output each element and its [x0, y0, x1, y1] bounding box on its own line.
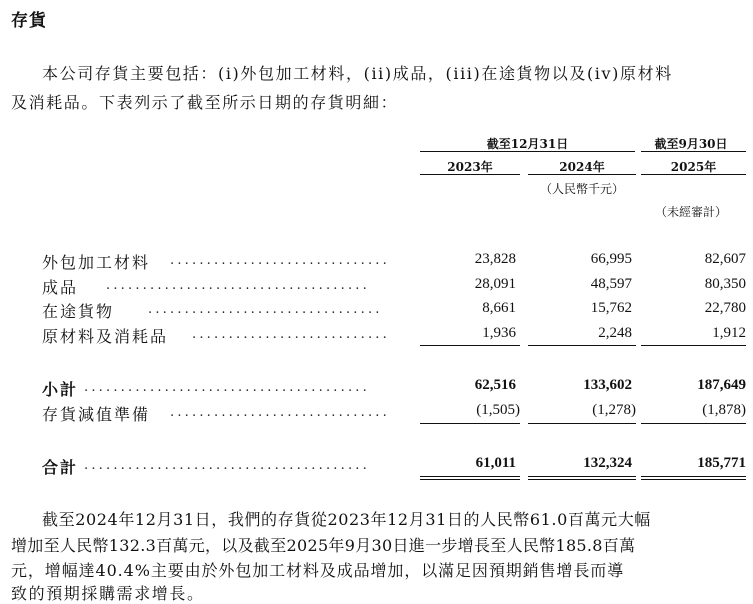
row-label-finished-goods: 成品: [42, 278, 79, 297]
row-label-outsourced-materials: 外包加工材料: [42, 253, 151, 272]
intro-line-1: 本公司存貨主要包括：(i)外包加工材料，(ii)成品，(iii)在途貨物以及(iv)原材料: [42, 64, 673, 83]
leader-dots: .......................................: [84, 380, 370, 395]
closing-line-1: 截至2024年12月31日，我們的存貨從2023年12月31日的人民幣61.0百萬元大幅: [42, 510, 651, 529]
year-2025: 2025年: [670, 160, 717, 174]
year-rule-2025: [641, 174, 746, 175]
row-label-total: 合計: [42, 458, 79, 477]
leader-dots: ................................: [148, 302, 383, 317]
currency-note: （人民幣千元）: [539, 182, 624, 196]
double-rule-top-2023: [420, 476, 520, 477]
leader-dots: ..............................: [170, 253, 390, 268]
cell-outsourced-2023: 23,828: [474, 251, 516, 267]
closing-line-3: 元，增幅達40.4%主要由於外包加工材料及成品增加，以滿足因預期銷售增長而導: [11, 561, 625, 580]
total-rule-2025: [641, 423, 746, 424]
cell-outsourced-2025: 82,607: [704, 251, 746, 267]
row-label-goods-in-transit: 在途貨物: [42, 302, 115, 321]
cell-finished-2025: 80,350: [704, 276, 746, 292]
double-rule-top-2024: [528, 476, 636, 477]
cell-impairment-2023: (1,505): [476, 402, 520, 418]
leader-dots: ...........................: [192, 327, 390, 342]
header-rule-dec31: [420, 151, 635, 152]
cell-subtotal-2023: 62,516: [474, 377, 516, 393]
unaudited-note: （未經審計）: [654, 205, 727, 219]
leader-dots: .......................................: [84, 458, 370, 473]
total-rule-2023: [420, 423, 520, 424]
cell-raw-2023: 1,936: [482, 325, 516, 341]
cell-impairment-2025: (1,878): [702, 402, 746, 418]
closing-line-4: 致的預期採購需求增長。: [11, 584, 205, 603]
double-rule-top-2025: [641, 476, 746, 477]
double-rule-bottom-2023: [420, 479, 520, 480]
row-label-raw-materials: 原材料及消耗品: [42, 327, 169, 346]
closing-line-2: 增加至人民幣132.3百萬元，以及截至2025年9月30日進一步增長至人民幣185.8百萬: [11, 536, 636, 555]
row-label-subtotal: 小計: [42, 380, 79, 399]
cell-transit-2024: 15,762: [590, 300, 632, 316]
cell-total-2025: 185,771: [697, 455, 746, 471]
cell-finished-2024: 48,597: [590, 276, 632, 292]
cell-impairment-2024: (1,278): [592, 402, 636, 418]
cell-transit-2025: 22,780: [704, 300, 746, 316]
leader-dots: ....................................: [106, 278, 370, 293]
cell-raw-2025: 1,912: [712, 325, 746, 341]
double-rule-bottom-2024: [528, 479, 636, 480]
year-rule-2023: [420, 174, 520, 175]
subtotal-rule-2024: [528, 345, 636, 346]
cell-transit-2023: 8,661: [482, 300, 516, 316]
header-sep30: 截至9月30日: [654, 137, 728, 151]
cell-subtotal-2024: 133,602: [583, 377, 632, 393]
double-rule-bottom-2025: [641, 479, 746, 480]
leader-dots: ..............................: [170, 405, 390, 420]
subtotal-rule-2023: [420, 345, 520, 346]
cell-outsourced-2024: 66,995: [590, 251, 632, 267]
year-rule-2024: [528, 174, 636, 175]
cell-subtotal-2025: 187,649: [697, 377, 746, 393]
subtotal-rule-2025: [641, 345, 746, 346]
header-dec31: 截至12月31日: [486, 137, 569, 151]
intro-line-2: 及消耗品。下表列示了截至所示日期的存貨明細：: [11, 93, 399, 112]
cell-raw-2024: 2,248: [598, 325, 632, 341]
total-rule-2024: [528, 423, 636, 424]
year-2024: 2024年: [559, 160, 605, 174]
cell-total-2024: 132,324: [583, 455, 632, 471]
cell-finished-2023: 28,091: [474, 276, 516, 292]
row-label-impairment: 存貨減值準備: [42, 405, 151, 424]
year-2023: 2023年: [447, 160, 493, 174]
header-rule-sep30: [641, 151, 746, 152]
cell-total-2023: 61,011: [475, 455, 516, 471]
section-title: 存貨: [11, 11, 47, 31]
